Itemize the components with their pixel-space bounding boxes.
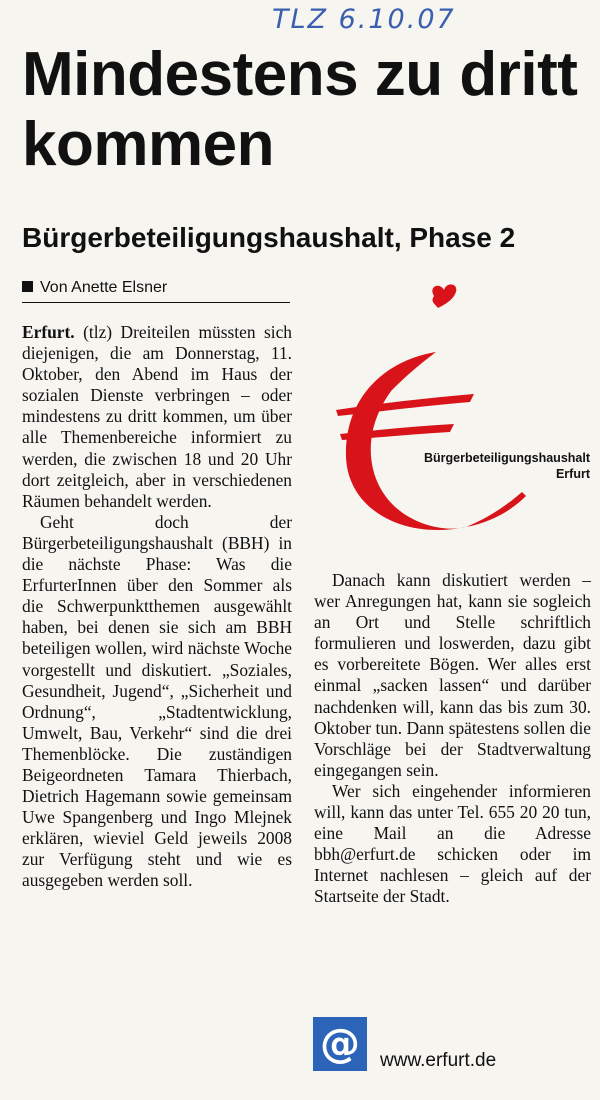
paragraph-3: Danach kann diskutiert werden – wer Anregungen hat, kann sie sogleich an Ort und Stelle schriftlich formulieren und loswerden, dazu gibt es vorbereitete Bögen. Wer alles erst einmal „sacken lassen“ und darüber nachdenken will, kann das bis zum 30. Oktober tun. Dann spätestens sollen die Vorschläge bei der Stadtverwaltung eingegangen sein. [314, 570, 591, 780]
paragraph-4: Wer sich eingehender informieren will, kann das unter Tel. 655 20 20 tun, eine Mail an die Adresse bbh@erfurt.de schicken oder im Internet nachlesen – gleich auf der Startseite der Stadt. [314, 780, 591, 907]
logo-line-2: Erfurt [555, 467, 590, 481]
handwritten-annotation: TLZ 6.10.07 [272, 4, 456, 35]
at-icon [313, 1017, 367, 1071]
headline: Mindestens zu dritt kommen [22, 40, 578, 179]
logo-line-1: Bürgerbeteiligungshaushalt [424, 451, 590, 465]
byline-text: Von Anette Elsner [40, 279, 168, 296]
paragraph-1 [22, 322, 292, 512]
column-right [314, 570, 591, 908]
paragraph-1-text: (tlz) Dreiteilen müssten sich diejenigen, die am Donnerstag, 11. Oktober, den Abend im Haus der sozialen Dienste verbringen – oder mindestens zu dritt kommen, um über alle Themenbereiche informiert zu werden, die zwischen 18 und 20 Uhr dort zeitgleich, aber in verschiedenen Räumen behandelt werden. [22, 322, 292, 511]
subheadline: Bürgerbeteiligungshaushalt, Phase 2 [22, 222, 516, 253]
paragraph-2: Geht doch der Bürgerbeteiligungshaushalt (BBH) in die nächste Phase: Was die ErfurterInnen über den Sommer als die Schwerpunktthemen ausgewählt haben, bei denen sie sich am BBH beteiligen wollen, wird nächste Woche vorgestellt und diskutiert. „Soziales, Gesundheit, Jugend“, „Sicherheit und Ordnung“, „Stadtentwicklung, Umwelt, Bau, Verkehr“ sind die drei Themenblöcke. Die zuständigen Beigeordneten Tamara Thierbach, Dietrich Hagemann sowie gemeinsam Uwe Spangenberg und Ingo Mlejnek erklären, wieviel Geld jeweils 2008 zur Verfügung steht und wie es ausgegeben werden soll. [22, 511, 292, 891]
at-symbol: @ [320, 1021, 360, 1067]
byline [22, 279, 290, 303]
column-left [22, 322, 292, 892]
website-url: www.erfurt.de [380, 1050, 497, 1071]
euro-sign-logo-icon [316, 282, 590, 552]
byline-square-icon [22, 281, 33, 292]
bbh-logo [316, 282, 590, 552]
logo-text [412, 450, 590, 482]
dateline: Erfurt. [22, 322, 75, 342]
